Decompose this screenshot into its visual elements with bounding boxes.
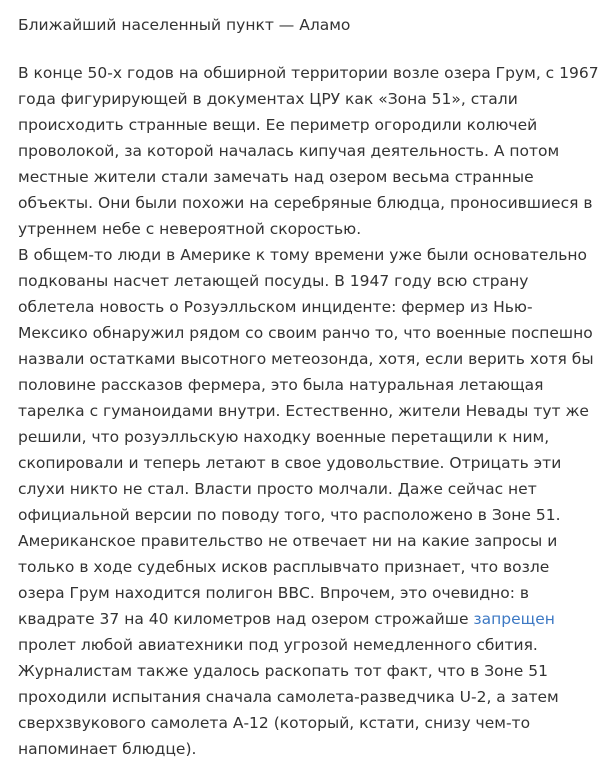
paragraph-2	[18, 242, 600, 762]
paragraph-2-text-before-link: В общем-то люди в Америке к тому времени уже были основательно подкованы насчет летающей посуды. В 1947 году всю страну облетела новость о Розуэлльском инциденте: фермер из Нью-Мексико обнаружил рядом со своим ранчо то, что военные поспешно назвали остатками высотного метеозонда, хотя, если верить хотя бы половине рассказов фермера, это была натуральная летающая тарелка с гуманоидами внутри. Естественно, жители Невады тут же решили, что розуэлльскую находку военные перетащили к ним, скопировали и теперь летают в свое удовольствие. Отрицать эти слухи никто не стал. Власти просто молчали. Даже сейчас нет официальной версии по поводу того, что расположено в Зоне 51. Американское правительство не отвечает ни на какие запросы и только в ходе судебных исков расплывчато признает, что возле озера Грум находится полигон ВВС. Впрочем, это очевидно: в квадрате 37 на 40 километров над озером строжайше	[18, 246, 594, 628]
paragraph-2-text-after-link: пролет любой авиатехники под угрозой немедленного сбития. Журналистам также удалось раскопать тот факт, что в Зоне 51 проходили испытания сначала самолета-разведчика U-2, а затем сверхзвукового самолета А-12 (который, кстати, снизу чем-то напоминает блюдце).	[18, 636, 559, 758]
forbidden-link[interactable]: запрещен	[473, 610, 555, 628]
section-heading: Ближайший населенный пункт — Аламо	[18, 16, 351, 34]
paragraph-1: В конце 50-х годов на обширной территории возле озера Грум, с 1967 года фигурирующей в документах ЦРУ как «Зона 51», стали происходить странные вещи. Ее периметр огородили колючей проволокой, за которой началась кипучая деятельность. А потом местные жители стали замечать над озером весьма странные объекты. Они были похожи на серебряные блюдца, проносившиеся в утреннем небе с невероятной скоростью.	[18, 64, 599, 238]
